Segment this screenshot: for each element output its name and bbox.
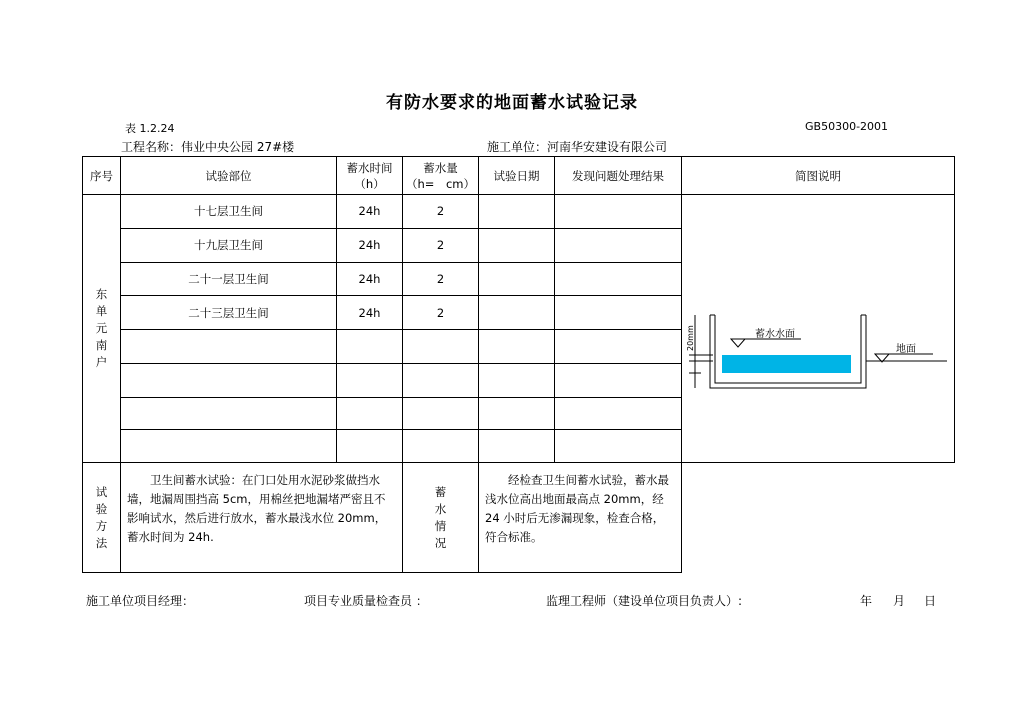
row-amount (403, 397, 479, 430)
row-date (479, 228, 555, 262)
record-table (82, 156, 955, 573)
row-result (555, 228, 682, 262)
table-row (83, 195, 955, 229)
project-name: 工程名称：伟业中央公园 27#楼 (121, 140, 295, 154)
row-date (479, 296, 555, 330)
row-time: 24h (337, 195, 403, 229)
situation-char: 蓄 (434, 484, 447, 499)
header-result: 发现问题处理结果 (555, 157, 682, 195)
situation-text: 经检查卫生间蓄水试验，蓄水最浅水位高出地面最高点 20mm，经 24 小时后无渗漏现象，检查合格，符合标准。 (479, 463, 682, 573)
row-location: 十七层卫生间 (121, 195, 337, 229)
header-amount (403, 157, 479, 195)
method-char: 试 (95, 484, 108, 499)
row-amount: 2 (403, 195, 479, 229)
row-time (337, 363, 403, 397)
row-date (479, 397, 555, 430)
row-result (555, 262, 682, 296)
row-time (337, 430, 403, 463)
row-location: 二十三层卫生间 (121, 296, 337, 330)
method-char: 法 (95, 535, 108, 550)
row-location (121, 363, 337, 397)
group-char: 元 (95, 321, 108, 335)
row-amount (403, 330, 479, 364)
method-text: 卫生间蓄水试验：在门口处用水泥砂浆做挡水墙，地漏周围挡高 5cm，用棉丝把地漏堵严密且不影响试水，然后进行放水，蓄水最浅水位 20mm，蓄水时间为 24h. (121, 463, 403, 573)
row-result (555, 430, 682, 463)
row-location (121, 430, 337, 463)
standard-code: GB50300-2001 (805, 120, 889, 133)
method-label (83, 463, 121, 573)
situation-char: 水 (434, 501, 447, 516)
header-amount-line1: 蓄水量 (423, 160, 458, 175)
row-amount: 2 (403, 262, 479, 296)
method-char: 验 (95, 501, 108, 516)
row-time (337, 330, 403, 364)
row-time (337, 397, 403, 430)
page-title: 有防水要求的地面蓄水试验记录 (386, 93, 638, 113)
header-time-line2: （h） (354, 176, 385, 191)
situation-char: 情 (434, 518, 447, 533)
ground-label: 地面 (896, 344, 916, 355)
method-row (83, 463, 955, 573)
situation-label (403, 463, 479, 573)
row-result (555, 330, 682, 364)
water-test-diagram (683, 195, 953, 459)
header-seq: 序号 (83, 157, 121, 195)
water-surface-label: 蓄水水面 (755, 329, 795, 340)
header-row (83, 157, 955, 195)
footer-day: 日 (924, 594, 937, 608)
row-result (555, 296, 682, 330)
depth-label: 20mm (686, 325, 695, 351)
row-date (479, 195, 555, 229)
group-char: 东 (95, 287, 108, 301)
header-time (337, 157, 403, 195)
row-amount: 2 (403, 296, 479, 330)
water-body (722, 355, 851, 373)
footer-inspector: 项目专业质量检查员 ： (304, 594, 428, 608)
group-char: 南 (95, 338, 108, 352)
row-time: 24h (337, 296, 403, 330)
container-outer-outline (710, 315, 866, 388)
row-location (121, 330, 337, 364)
row-amount (403, 363, 479, 397)
row-time: 24h (337, 262, 403, 296)
group-label (83, 195, 121, 463)
footer-manager: 施工单位项目经理： (86, 594, 195, 608)
sketch-cell (682, 195, 955, 463)
header-date: 试验日期 (479, 157, 555, 195)
row-location: 十九层卫生间 (121, 228, 337, 262)
method-char: 方 (95, 518, 108, 533)
row-date (479, 363, 555, 397)
row-date (479, 330, 555, 364)
situation-char: 况 (434, 535, 447, 550)
row-date (479, 430, 555, 463)
water-level-marker (731, 339, 745, 347)
header-amount-line2: （h= cm） (406, 176, 475, 191)
row-date (479, 262, 555, 296)
row-amount: 2 (403, 228, 479, 262)
contractor-name: 施工单位：河南华安建设有限公司 (487, 140, 668, 154)
group-char: 单 (95, 304, 108, 318)
footer-month: 月 (893, 594, 906, 608)
footer-year: 年 (860, 594, 873, 608)
row-result (555, 363, 682, 397)
header-location: 试验部位 (121, 157, 337, 195)
row-location: 二十一层卫生间 (121, 262, 337, 296)
row-result (555, 195, 682, 229)
footer-supervisor: 监理工程师（建设单位项目负责人）: (546, 594, 743, 608)
row-time: 24h (337, 228, 403, 262)
row-amount (403, 430, 479, 463)
group-char: 户 (95, 355, 108, 369)
header-time-line1: 蓄水时间 (346, 160, 393, 175)
table-number: 表 1.2.24 (125, 122, 175, 135)
row-result (555, 397, 682, 430)
header-sketch: 简图说明 (682, 157, 955, 195)
row-location (121, 397, 337, 430)
